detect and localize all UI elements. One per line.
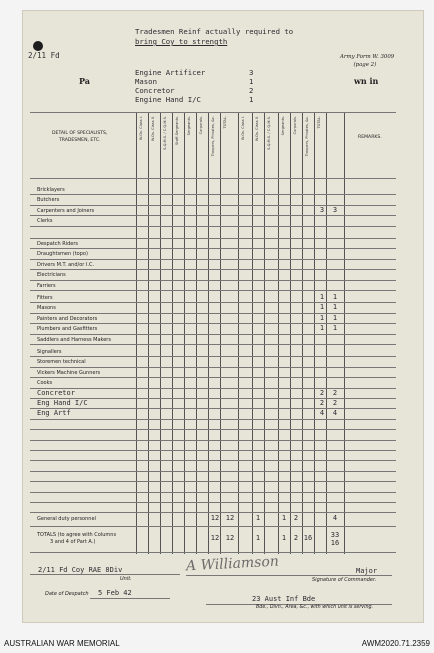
row-rule bbox=[30, 334, 396, 335]
remarks-header: REMARKS. bbox=[358, 135, 382, 140]
column-header-b: Sergeants. bbox=[281, 116, 285, 136]
table-cell-total: 2 bbox=[332, 388, 338, 397]
detail-header bbox=[52, 130, 107, 144]
detail-header-line-2: TRADESMEN, ETC. bbox=[58, 138, 101, 143]
table-row-label: Carpenters and Joiners bbox=[37, 207, 95, 214]
row-rule bbox=[30, 313, 396, 314]
column-header-b: W.Os. Class I. bbox=[241, 116, 245, 141]
table-row-label: Cooks bbox=[37, 380, 53, 387]
punch-hole bbox=[33, 41, 43, 51]
totals-cell: 12 bbox=[225, 534, 235, 542]
table-row-label: Clerks bbox=[37, 218, 53, 225]
title-line-1: Tradesmen Reinf actually required to bbox=[135, 27, 294, 36]
general-duty-label: General duty personnel bbox=[37, 516, 96, 522]
column-header-b: Troopers, Privates, &c. bbox=[305, 116, 309, 157]
header-rule bbox=[30, 178, 396, 179]
credit-right: AWM2020.71.2359 bbox=[361, 639, 430, 648]
row-rule bbox=[30, 492, 396, 493]
commander-signature: A Williamson bbox=[185, 553, 280, 575]
unit-line bbox=[30, 574, 180, 575]
totals-cell: 2 bbox=[293, 534, 299, 542]
table-row-label: Storemen technical bbox=[37, 359, 86, 366]
part-heading-right: wn in bbox=[354, 76, 379, 86]
general-duty-cell: 1 bbox=[255, 514, 261, 522]
table-row-label: Despatch Riders bbox=[37, 241, 79, 247]
table-cell-total: 1 bbox=[332, 303, 338, 312]
signature-line bbox=[186, 575, 392, 576]
table-bottom-rule bbox=[30, 552, 396, 553]
summary-item bbox=[135, 86, 254, 95]
row-rule bbox=[30, 471, 396, 472]
summary-item bbox=[135, 95, 254, 104]
title-line-2: bring Coy to strength bbox=[135, 37, 228, 46]
table-cell-total: 1 bbox=[332, 324, 338, 333]
table-row-label: Concretor bbox=[37, 388, 75, 397]
unit-value: 2/11 Fd Coy RAE 8Div bbox=[38, 566, 123, 574]
table-row-label: Bricklayers bbox=[37, 187, 65, 193]
table-cell-tradesmen: 2 bbox=[319, 399, 325, 407]
general-duty-cell: 4 bbox=[332, 514, 338, 522]
table-cell-tradesmen: 1 bbox=[319, 303, 325, 312]
column-header-b: Corporals. bbox=[293, 116, 297, 135]
totals-cell: 33 bbox=[330, 531, 340, 539]
column-header-a: W.Os. Class II. bbox=[151, 116, 155, 142]
summary-value: 2 bbox=[249, 86, 254, 95]
totals-cell: 16 bbox=[303, 534, 313, 542]
table-cell-total: 3 bbox=[332, 205, 338, 214]
column-header-b: TOTAL. bbox=[317, 116, 321, 129]
totals-cell: 1 bbox=[255, 534, 261, 542]
unit-top: 2/11 Fd bbox=[28, 51, 60, 60]
row-rule bbox=[30, 419, 396, 420]
credit-left: AUSTRALIAN WAR MEMORIAL bbox=[4, 639, 120, 648]
table-cell-tradesmen: 2 bbox=[319, 388, 325, 397]
row-rule bbox=[30, 215, 396, 216]
row-rule bbox=[30, 377, 396, 378]
row-rule bbox=[30, 450, 396, 451]
totals-cell: 12 bbox=[210, 534, 220, 542]
general-duty-rule bbox=[30, 526, 396, 527]
formation-label: Bde., Divn., Area, &c., with which unit is serving. bbox=[256, 605, 374, 610]
table-cell-total: 1 bbox=[332, 313, 338, 322]
table-top-rule bbox=[30, 112, 396, 113]
column-header-a: Staff-Sergeants. bbox=[175, 116, 179, 145]
general-duty-cell: 12 bbox=[210, 514, 220, 522]
summary-value: 3 bbox=[249, 68, 254, 77]
row-rule bbox=[30, 344, 396, 345]
table-cell-tradesmen: 1 bbox=[319, 293, 325, 301]
column-header-b: S.Q.M.S. / C.Q.M.S. bbox=[267, 116, 271, 150]
column-header-a: Corporals. bbox=[199, 116, 203, 135]
table-row-label: Butchers bbox=[37, 197, 60, 204]
summary-label: Engine Artificer bbox=[135, 68, 206, 77]
despatch-line bbox=[90, 598, 170, 599]
table-row-label: Draughtsmen (topo) bbox=[37, 251, 88, 258]
table-cell-tradesmen: 1 bbox=[319, 324, 325, 333]
rank: Major bbox=[356, 567, 378, 575]
general-duty-cell: 12 bbox=[225, 514, 235, 522]
column-header-a: S.Q.M.S. / C.Q.M.S. bbox=[163, 116, 167, 150]
general-duty-cell: 1 bbox=[281, 514, 287, 522]
table-row-label: Fitters bbox=[37, 295, 53, 301]
table-row-label: Masons bbox=[37, 305, 56, 312]
summary-value: 1 bbox=[249, 77, 254, 86]
form-page: (page 2) bbox=[353, 62, 377, 68]
summary-list bbox=[135, 68, 254, 104]
table-row-label: Eng Artf bbox=[37, 409, 71, 418]
table-row-label: Eng Hand I/C bbox=[37, 399, 88, 407]
table-row-label: Electricians bbox=[37, 272, 66, 279]
table-cell-total: 2 bbox=[332, 399, 338, 407]
despatch-label: Date of Despatch bbox=[45, 591, 89, 597]
row-rule bbox=[30, 259, 396, 260]
table-cell-total: 1 bbox=[332, 293, 338, 301]
part-heading-left: Pa bbox=[79, 76, 90, 86]
specialists-table bbox=[30, 112, 396, 554]
row-rule bbox=[30, 302, 396, 303]
table-row-label: Plumbers and Gasfitters bbox=[37, 326, 98, 333]
table-cell-tradesmen: 1 bbox=[319, 313, 325, 322]
row-rule bbox=[30, 502, 396, 503]
table-row-label: Signallers bbox=[37, 349, 62, 355]
totals-cell: 1 bbox=[281, 534, 287, 542]
despatch-value: 5 Feb 42 bbox=[98, 589, 132, 597]
row-rule bbox=[30, 429, 396, 430]
credit-bar bbox=[0, 632, 434, 653]
row-rule bbox=[30, 440, 396, 441]
table-cell-tradesmen: 4 bbox=[319, 409, 325, 418]
summary-item bbox=[135, 68, 254, 77]
summary-value: 1 bbox=[249, 95, 254, 104]
row-rule bbox=[30, 481, 396, 482]
row-rule bbox=[30, 323, 396, 324]
table-row-label: Vickers Machine Gunners bbox=[37, 369, 101, 376]
column-header-a: W.Os. Class I. bbox=[139, 116, 143, 141]
table-row-label: Drivers M.T. and/or I.C. bbox=[37, 261, 95, 268]
signature-label: Signature of Commander. bbox=[312, 577, 377, 583]
row-rule bbox=[30, 238, 396, 239]
table-row-label: Painters and Decorators bbox=[37, 315, 98, 322]
column-header-a: Sergeants. bbox=[187, 116, 191, 136]
row-rule bbox=[30, 388, 396, 389]
form-number bbox=[340, 53, 394, 69]
form-number-text: Army Form W. 3009 bbox=[340, 54, 395, 60]
summary-label: Mason bbox=[135, 77, 157, 86]
column-header-a: Troopers, Privates, &c. bbox=[211, 116, 215, 157]
row-rule bbox=[30, 226, 396, 227]
table-row-label: Farriers bbox=[37, 282, 56, 289]
typed-title bbox=[135, 27, 293, 47]
row-rule bbox=[30, 356, 396, 357]
general-duty-cell: 2 bbox=[293, 514, 299, 522]
detail-header-line-1: DETAIL OF SPECIALISTS, bbox=[52, 131, 108, 136]
row-rule bbox=[30, 280, 396, 281]
totals-label: TOTALS (to agree with Columns bbox=[37, 532, 117, 538]
summary-item bbox=[135, 77, 254, 86]
totals-cell: 16 bbox=[330, 539, 340, 547]
row-rule bbox=[30, 367, 396, 368]
totals-label-2: 3 and 4 of Part A.) bbox=[50, 539, 96, 545]
row-rule bbox=[30, 248, 396, 249]
summary-label: Engine Hand I/C bbox=[135, 95, 201, 104]
row-rule bbox=[30, 194, 396, 195]
formation-value: 23 Aust Inf Bde bbox=[252, 595, 316, 603]
unit-label: Unit. bbox=[120, 576, 132, 582]
row-rule bbox=[30, 408, 396, 409]
row-rule bbox=[30, 269, 396, 270]
table-row-label: Saddlers and Harness Makers bbox=[37, 336, 111, 343]
row-rule bbox=[30, 205, 396, 206]
row-rule bbox=[30, 290, 396, 291]
row-rule bbox=[30, 460, 396, 461]
table-cell-tradesmen: 3 bbox=[319, 205, 325, 214]
table-cell-total: 4 bbox=[332, 409, 338, 418]
column-header-b: W.Os. Class II. bbox=[255, 116, 259, 142]
column-header-a: TOTAL. bbox=[223, 116, 227, 129]
summary-label: Concretor bbox=[135, 86, 175, 95]
